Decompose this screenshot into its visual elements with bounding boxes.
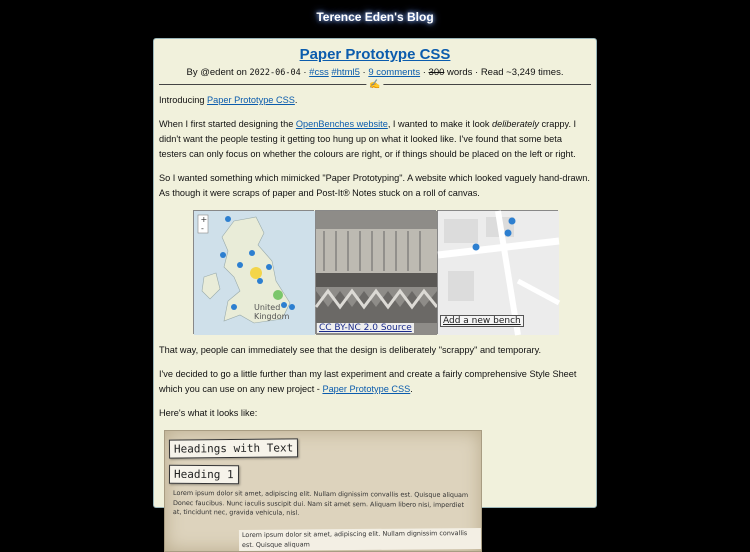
post-title-link[interactable]: Paper Prototype CSS [299, 46, 451, 63]
demo-lorem-text: Lorem ipsum dolor sit amet, adipiscing elit. Nullam dignissim convallis est. Quisque aliquam Donec faucibus. Nunc iaculis suscipit dui. Nam sit amet sem. Aliquam libero nisi, imperdiet at, tincidunt nec, gravida vehicula, nisl. [172, 488, 469, 517]
svg-text:+: + [200, 215, 208, 224]
map-country-label: United Kingdom [254, 303, 290, 321]
paper-prototype-demo-image [164, 430, 482, 552]
openbenches-link[interactable]: OpenBenches website [295, 119, 388, 129]
paragraph-stylesheet: I've decided to go a little further than my last experiment and create a fairly comprehensive Style Sheet which you can use on any new project - Paper Prototype CSS. [159, 369, 577, 394]
title-divider [159, 80, 591, 89]
intro-paragraph: Introducing Paper Prototype CSS. [159, 95, 298, 105]
paragraph-scrappy: That way, people can immediately see that the design is deliberately "scrappy" and temporary. [159, 345, 542, 355]
comments-link[interactable]: 9 comments [368, 67, 421, 78]
site-title-link[interactable]: Terence Eden's Blog [316, 10, 434, 24]
add-bench-button[interactable]: Add a new bench [440, 315, 524, 327]
demo-heading-1: Heading 1 [169, 465, 239, 484]
meta-by: By @edent on [186, 67, 247, 78]
bench-photo [315, 210, 436, 334]
photo-source-caption[interactable]: CC BY-NC 2.0 Source [319, 323, 412, 333]
word-count-rest: words · Read ~3,249 times. [444, 67, 564, 78]
paragraph-openbenches: When I first started designing the OpenBenches website, I wanted to make it look deliberately crappy. I didn't want the people testing it getting too hung up on what it looked like. I've found that some beta testers can only focus on whether the colours are right, or if things should be placed on the left or right. [159, 119, 577, 159]
post-meta [159, 67, 591, 78]
street-map-image [437, 210, 558, 334]
meta-sep: · [362, 67, 366, 78]
paragraph-looks-like: Here's what it looks like: [159, 408, 258, 418]
demo-heading-with-text: Headings with Text [169, 438, 298, 458]
meta-sep: · [422, 67, 426, 78]
tag-html5-link[interactable]: #html5 [331, 67, 360, 78]
meta-date: 2022-06-04 [249, 68, 301, 78]
article [153, 38, 597, 549]
tag-css-link[interactable]: #css [309, 67, 329, 78]
svg-text:-: - [201, 224, 204, 233]
meta-sep: · [303, 67, 307, 78]
site-header [0, 0, 750, 38]
word-count-struck: 300 [428, 67, 445, 78]
paper-prototype-link[interactable]: Paper Prototype CSS [207, 95, 295, 105]
paragraph-mimic: So I wanted something which mimicked "Paper Prototyping". A website which looked vaguely hand-drawn. As though it were scraps of paper and Post-It® Notes stuck on a roll of canvas. [159, 173, 590, 198]
map-image [193, 210, 314, 334]
demo-lorem-text-2: Lorem ipsum dolor sit amet, adipiscing elit. Nullam dignissim convallis est. Quisque aliquam [239, 528, 481, 551]
openbenches-screenshot [193, 210, 561, 336]
post-title [159, 46, 591, 63]
paper-prototype-css-link[interactable]: Paper Prototype CSS [322, 384, 411, 394]
quill-icon: ✍ [366, 79, 383, 89]
